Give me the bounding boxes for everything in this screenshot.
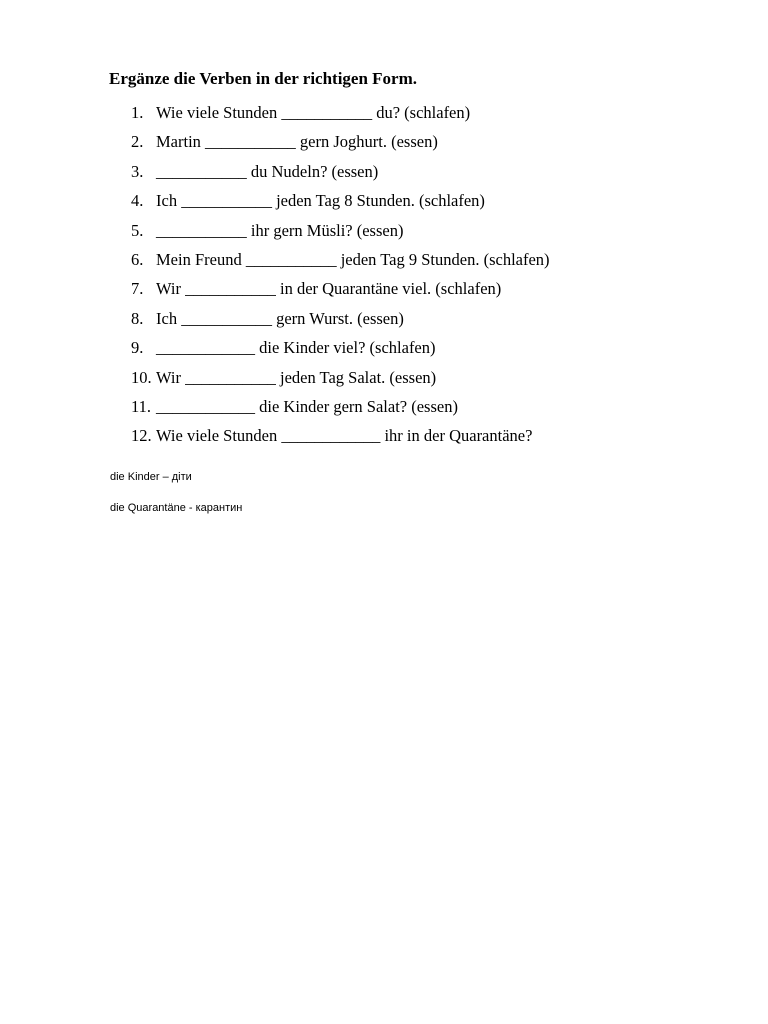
item-number: 4.: [131, 191, 144, 211]
item-text: Wie viele Stunden ____________ ihr in der Quarantäne?: [156, 426, 533, 446]
item-text: Mein Freund ___________ jeden Tag 9 Stunden. (schlafen): [156, 249, 550, 269]
item-text: Wie viele Stunden ___________ du? (schlafen): [156, 103, 471, 122]
item-text: Wir ___________ in der Quarantäne viel. (schlafen): [156, 279, 502, 299]
item-number: 8.: [131, 308, 144, 328]
glossary-entry-kinder: die Kinder – діти: [110, 471, 192, 483]
item-number: 6.: [131, 249, 144, 269]
item-number: 3.: [131, 161, 144, 181]
item-number: 2.: [131, 132, 144, 152]
glossary-entry-quarantaene: die Quarantäne - карантин: [110, 502, 243, 514]
item-number: 7.: [131, 279, 144, 299]
item-text: ____________ die Kinder viel? (schlafen): [156, 338, 436, 358]
item-number: 12.: [131, 426, 152, 446]
item-text: Martin ___________ gern Joghurt. (essen): [156, 132, 438, 152]
worksheet-title: Ergänze die Verben in der richtigen Form.: [109, 69, 418, 88]
item-text: ___________ ihr gern Müsli? (essen): [156, 220, 404, 240]
item-text: Wir ___________ jeden Tag Salat. (essen): [156, 367, 437, 387]
item-text: Ich ___________ jeden Tag 8 Stunden. (schlafen): [156, 191, 485, 211]
item-number: 11.: [131, 396, 152, 416]
item-text: ____________ die Kinder gern Salat? (essen): [156, 396, 458, 416]
item-text: ___________ du Nudeln? (essen): [156, 161, 379, 181]
item-number: 5.: [131, 220, 144, 240]
item-text: Ich ___________ gern Wurst. (essen): [156, 308, 404, 328]
item-number: 1.: [131, 103, 144, 122]
item-number: 9.: [131, 338, 144, 358]
item-number: 10.: [131, 367, 152, 387]
